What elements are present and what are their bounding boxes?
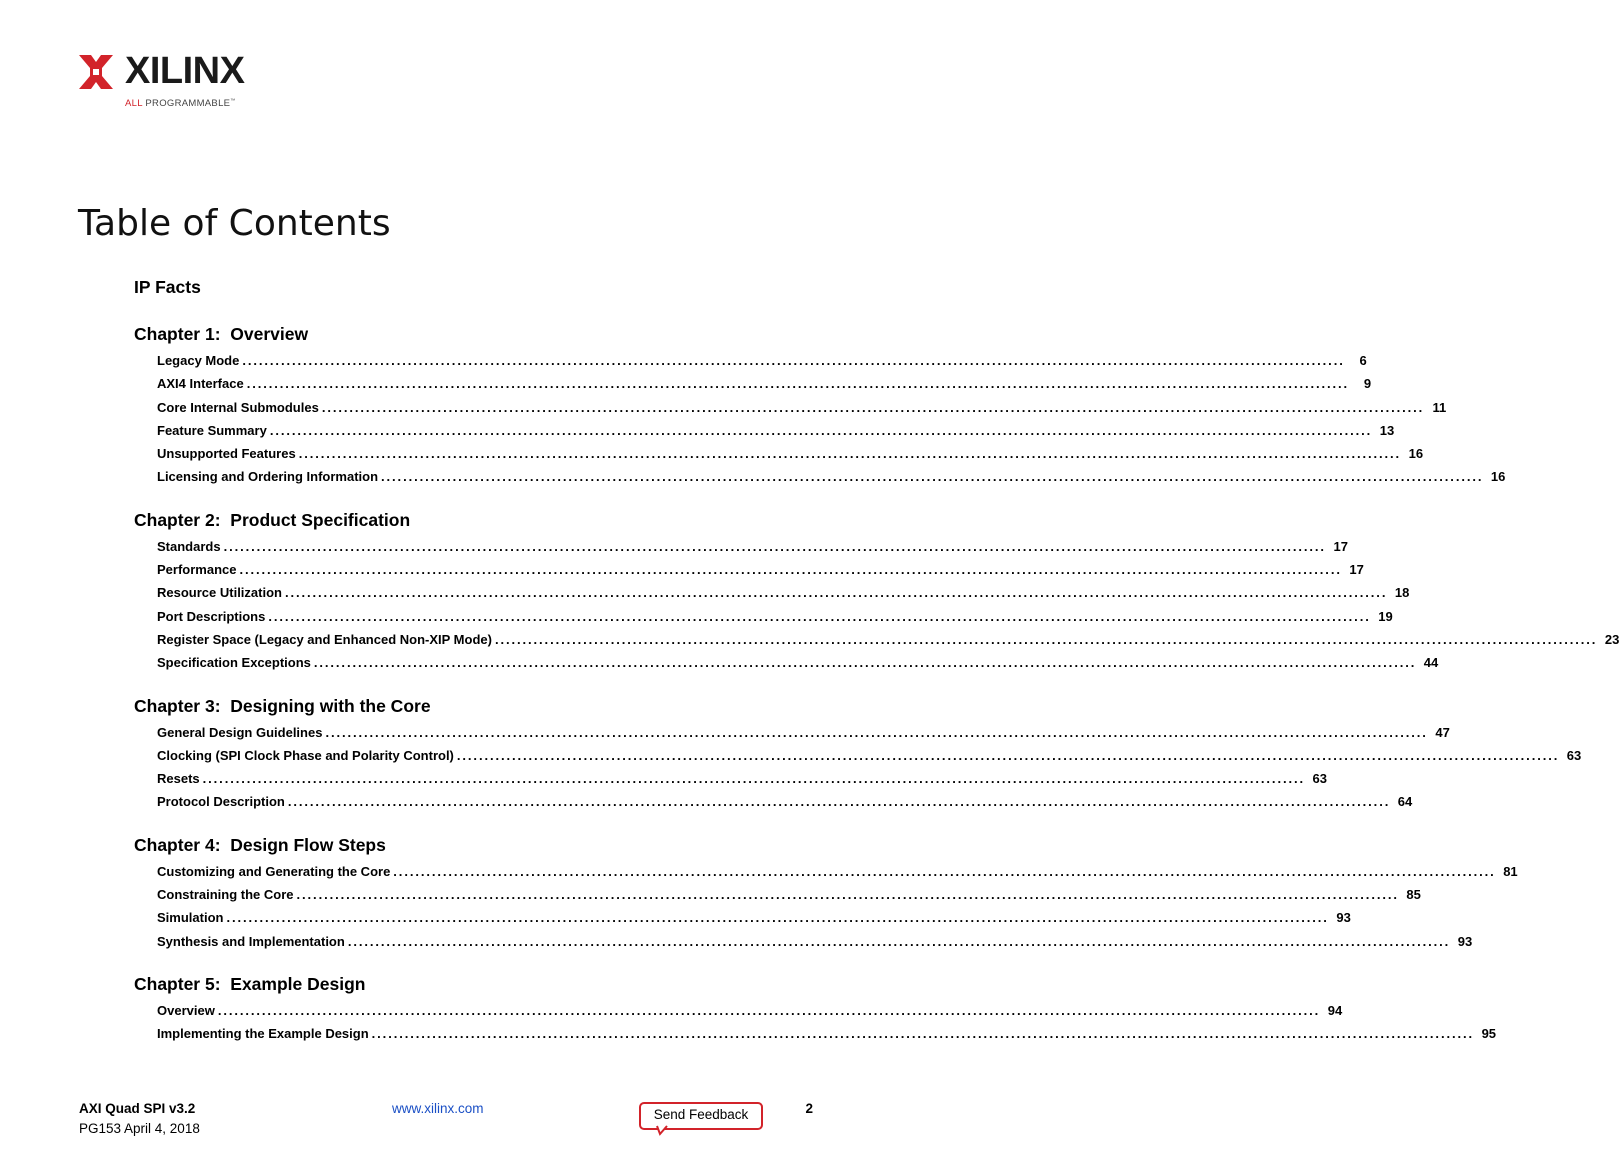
toc-entry-page: 85 bbox=[1406, 887, 1421, 903]
toc-entry[interactable] bbox=[157, 605, 1393, 628]
toc-section bbox=[134, 693, 1582, 814]
toc-entry-list bbox=[157, 999, 1497, 1046]
dot-leader: ........................................................................................................................................................................................................ bbox=[298, 446, 1402, 462]
dot-leader: ........................................................................................................................................................................................................ bbox=[313, 655, 1417, 671]
toc-entry-label: Constraining the Core bbox=[157, 887, 294, 903]
dot-leader: ........................................................................................................................................................................................................ bbox=[371, 1026, 1475, 1042]
toc-entry-page: 64 bbox=[1397, 794, 1413, 810]
logo-wordmark: XILINX bbox=[125, 50, 245, 92]
toc-entry-page: 19 bbox=[1378, 608, 1393, 624]
toc-section bbox=[134, 507, 1619, 675]
toc-entry[interactable] bbox=[157, 767, 1328, 790]
toc-entry-page: 17 bbox=[1333, 538, 1348, 554]
toc-section bbox=[134, 274, 814, 300]
toc-entry-page: 16 bbox=[1490, 469, 1506, 485]
dot-leader: ........................................................................................................................................................................................................ bbox=[494, 631, 1598, 647]
toc-entry-label: Protocol Description bbox=[157, 794, 285, 810]
dot-leader: ........................................................................................................................................................................................................ bbox=[393, 863, 1496, 879]
toc-entry[interactable] bbox=[157, 558, 1364, 581]
toc-entry-list bbox=[157, 721, 1582, 814]
dot-leader: ........................................................................................................................................................................................................ bbox=[268, 608, 1371, 624]
toc-entry-page: 6 bbox=[1359, 353, 1367, 368]
toc-entry-page: 17 bbox=[1349, 562, 1364, 578]
toc-entry-label: Specification Exceptions bbox=[157, 655, 311, 671]
toc-entry[interactable] bbox=[157, 721, 1450, 744]
toc-entry-page: 94 bbox=[1327, 1002, 1343, 1018]
toc-entry-page: 16 bbox=[1408, 446, 1424, 462]
toc-entry-label: Performance bbox=[157, 562, 237, 578]
toc-entry[interactable] bbox=[157, 419, 1395, 442]
toc-entry-label: Legacy Mode bbox=[157, 353, 240, 368]
toc-entry[interactable] bbox=[157, 999, 1343, 1022]
toc-entry-list bbox=[157, 535, 1619, 675]
footer-doc-id: PG153 April 4, 2018 bbox=[79, 1121, 200, 1136]
toc-entry-page: 44 bbox=[1423, 655, 1439, 671]
dot-leader: ........................................................................................................................................................................................................ bbox=[287, 794, 1391, 810]
toc-entry-page: 9 bbox=[1363, 376, 1372, 392]
dot-leader: ........................................................................................................................................................................................................ bbox=[217, 1002, 1321, 1018]
dot-leader: ........................................................................................................................................................................................................ bbox=[239, 562, 1342, 578]
toc-entry[interactable] bbox=[157, 535, 1348, 558]
toc-entry-label: Clocking (SPI Clock Phase and Polarity Control) bbox=[157, 747, 454, 763]
toc-entry[interactable] bbox=[157, 349, 1367, 372]
toc-entry[interactable] bbox=[157, 465, 1506, 488]
toc-entry[interactable] bbox=[157, 790, 1413, 813]
toc-entry-page: 13 bbox=[1379, 422, 1395, 438]
dot-leader: ........................................................................................................................................................................................................ bbox=[456, 747, 1560, 763]
toc-entry-list bbox=[157, 349, 1506, 489]
toc-entry[interactable] bbox=[157, 860, 1518, 883]
toc-entry-label: AXI4 Interface bbox=[157, 376, 244, 392]
footer-doc-info bbox=[79, 1099, 200, 1139]
xilinx-logo-icon bbox=[79, 55, 113, 89]
toc-entry-page: 18 bbox=[1394, 585, 1410, 601]
toc-entry[interactable] bbox=[157, 442, 1424, 465]
toc-entry-page: 47 bbox=[1435, 724, 1450, 740]
toc-section-title[interactable]: Chapter 2: Product Specification bbox=[134, 509, 411, 530]
toc-entry[interactable] bbox=[157, 396, 1447, 419]
toc-entry-label: Unsupported Features bbox=[157, 446, 296, 462]
toc-entry-label: Feature Summary bbox=[157, 422, 267, 438]
toc-entry-page: 63 bbox=[1312, 771, 1328, 787]
dot-leader: ........................................................................................................................................................................................................ bbox=[284, 585, 1388, 601]
toc-entry-page: 23 bbox=[1604, 631, 1619, 647]
toc-entry-label: Overview bbox=[157, 1002, 215, 1018]
dot-leader: ........................................................................................................................................................................................................ bbox=[269, 422, 1373, 438]
page-title: Table of Contents bbox=[78, 203, 391, 244]
toc-entry-label: Resource Utilization bbox=[157, 585, 282, 601]
toc-entry-label: Resets bbox=[157, 771, 200, 787]
toc-entry-page: 81 bbox=[1503, 863, 1518, 879]
toc-entry[interactable] bbox=[157, 628, 1619, 651]
toc-entry-label: Licensing and Ordering Information bbox=[157, 469, 379, 485]
footer-url-link[interactable]: www.xilinx.com bbox=[392, 1101, 484, 1116]
toc-section-title[interactable]: Chapter 4: Design Flow Steps bbox=[134, 834, 386, 855]
toc-entry-label: Synthesis and Implementation bbox=[157, 933, 345, 949]
dot-leader: ........................................................................................................................................................................................................ bbox=[242, 353, 1345, 368]
toc-entry-page: 95 bbox=[1481, 1026, 1497, 1042]
toc-entry-list bbox=[157, 860, 1518, 953]
dot-leader: ........................................................................................................................................................................................................ bbox=[246, 376, 1350, 392]
toc-entry[interactable] bbox=[157, 930, 1473, 953]
toc-section bbox=[134, 321, 1506, 489]
toc-entry-label: Port Descriptions bbox=[157, 608, 266, 624]
toc-entry-label: Implementing the Example Design bbox=[157, 1026, 369, 1042]
page-number: 2 bbox=[805, 1101, 813, 1116]
toc-entry-label: Register Space (Legacy and Enhanced Non-XIP Mode) bbox=[157, 631, 492, 647]
toc-entry-label: Customizing and Generating the Core bbox=[157, 863, 391, 879]
toc-entry-label: General Design Guidelines bbox=[157, 724, 323, 740]
toc-entry-page: 93 bbox=[1457, 933, 1473, 949]
dot-leader: ........................................................................................................................................................................................................ bbox=[223, 538, 1326, 554]
toc-section-title[interactable]: Chapter 5: Example Design bbox=[134, 973, 366, 994]
dot-leader: ........................................................................................................................................................................................................ bbox=[226, 910, 1329, 926]
toc-entry-page: 11 bbox=[1432, 399, 1447, 415]
dot-leader: ........................................................................................................................................................................................................ bbox=[296, 887, 1399, 903]
toc-entry-label: Standards bbox=[157, 538, 221, 554]
toc-entry[interactable] bbox=[157, 744, 1582, 767]
toc-entry[interactable] bbox=[157, 1022, 1497, 1045]
feedback-label: Send Feedback bbox=[653, 1107, 749, 1122]
toc-entry[interactable] bbox=[157, 372, 1372, 395]
toc-section bbox=[134, 832, 1518, 953]
dot-leader: ........................................................................................................................................................................................................ bbox=[325, 724, 1428, 740]
dot-leader: ........................................................................................................................................................................................................ bbox=[381, 469, 1484, 485]
logo-tagline: ALL PROGRAMMABLE™ bbox=[125, 98, 236, 110]
dot-leader: ........................................................................................................................................................................................................ bbox=[202, 771, 1306, 787]
toc-section bbox=[134, 971, 1497, 1046]
toc-section-title[interactable]: Chapter 3: Designing with the Core bbox=[134, 695, 431, 716]
toc-entry-label: Core Internal Submodules bbox=[157, 399, 319, 415]
speech-tail-icon bbox=[657, 1126, 667, 1134]
toc-entry-page: 93 bbox=[1336, 910, 1351, 926]
toc-entry[interactable] bbox=[157, 651, 1439, 674]
toc-section-title[interactable]: Chapter 1: Overview bbox=[134, 324, 309, 344]
toc-entry-page: 63 bbox=[1566, 747, 1582, 763]
footer-doc-title: AXI Quad SPI v3.2 bbox=[79, 1101, 196, 1116]
toc-entry[interactable] bbox=[157, 883, 1421, 906]
send-feedback-button[interactable] bbox=[639, 1102, 761, 1128]
toc-entry[interactable] bbox=[157, 906, 1351, 929]
dot-leader: ........................................................................................................................................................................................................ bbox=[321, 399, 1425, 415]
toc-entry-label: Simulation bbox=[157, 910, 224, 926]
toc-section-title[interactable]: IP Facts bbox=[134, 277, 201, 297]
dot-leader: ........................................................................................................................................................................................................ bbox=[347, 933, 1451, 949]
toc-entry[interactable] bbox=[157, 581, 1410, 604]
table-of-contents bbox=[134, 274, 1619, 1046]
